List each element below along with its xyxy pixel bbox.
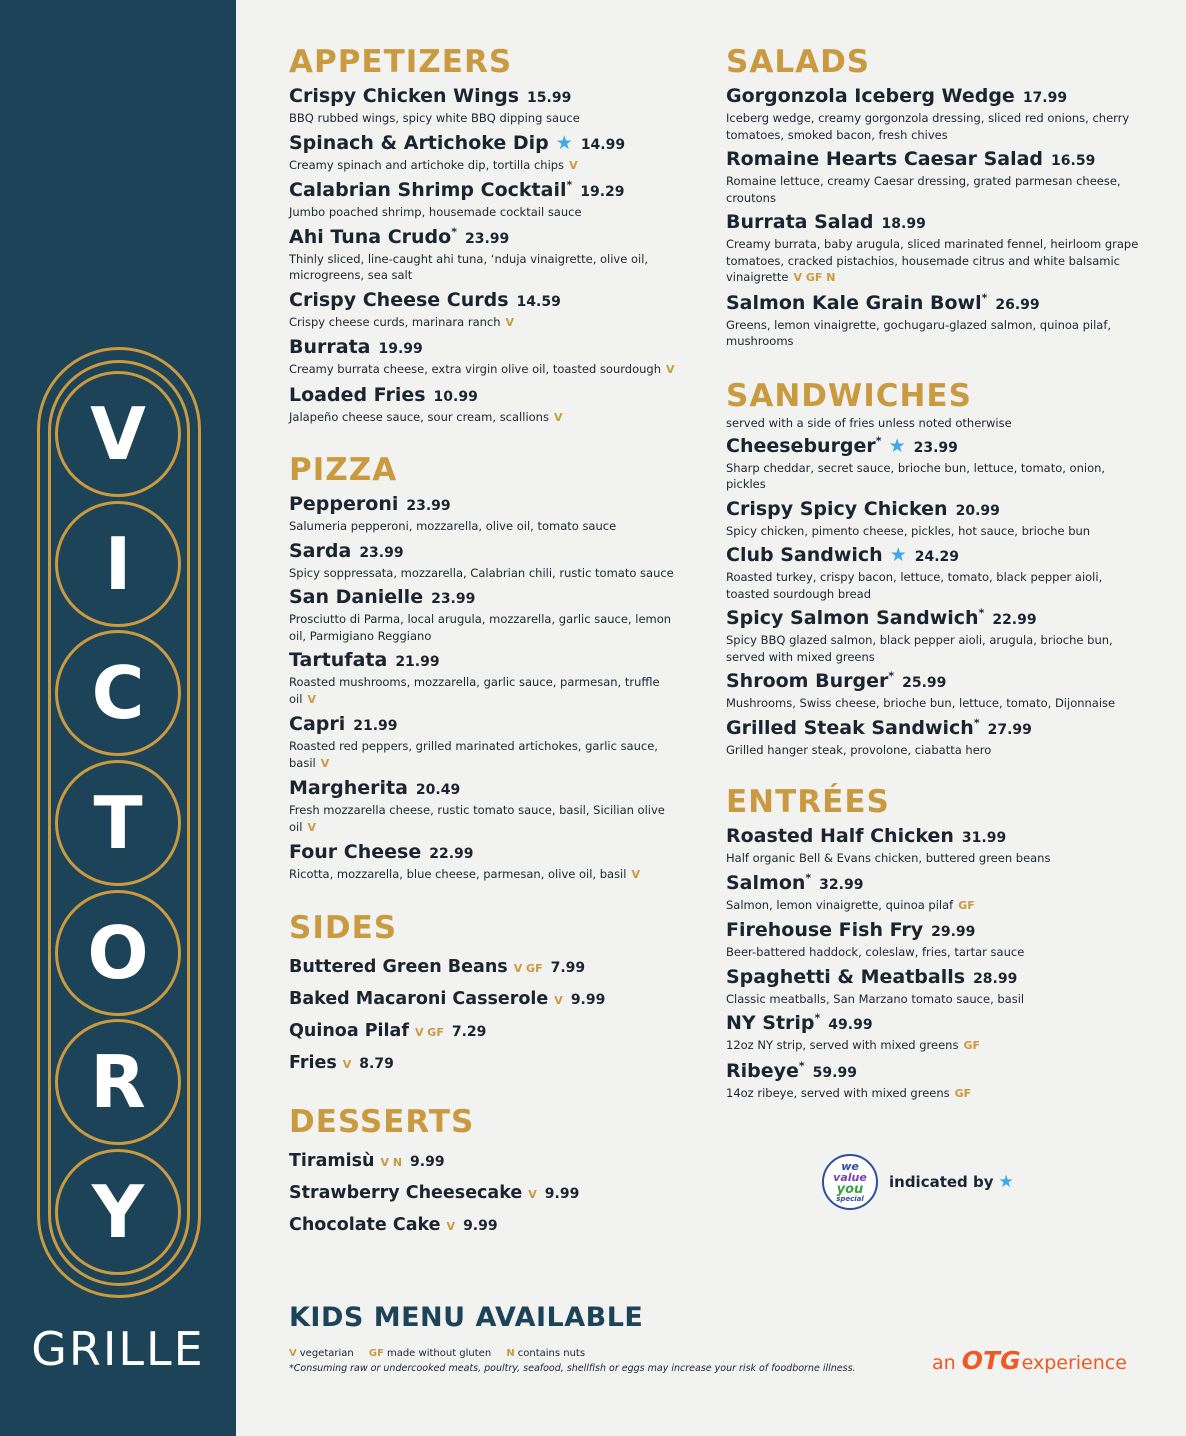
item-description: [726, 850, 1146, 867]
salads-list: [726, 84, 1146, 350]
raw-warning-mark: *: [973, 716, 980, 730]
item-description: [726, 632, 1146, 665]
item-price: 7.29: [451, 1023, 487, 1040]
item-description-text: Jumbo poached shrimp, housemade cocktail sauce: [289, 205, 582, 219]
menu-item: [289, 178, 689, 221]
item-description: [289, 738, 689, 772]
food-safety-disclaimer: *Consuming raw or undercooked meats, poultry, seafood, shellfish or eggs may increase your risk of foodborne illness.: [289, 1363, 856, 1374]
brand-letter: I: [55, 501, 181, 627]
menu-item: [289, 648, 689, 708]
item-description: [289, 204, 689, 221]
item-price: 9.99: [463, 1217, 498, 1234]
menu-item: [726, 871, 1146, 915]
item-heading: [289, 288, 689, 314]
item-heading: [726, 497, 1146, 523]
item-name: Crispy Spicy Chicken: [726, 497, 948, 520]
dietary-tags: V: [631, 868, 640, 881]
dietary-tags: GF: [958, 898, 975, 912]
item-name: Cheeseburger: [726, 434, 876, 457]
star-icon: ★: [889, 544, 907, 566]
item-description-text: Jalapeño cheese sauce, sour cream, scallions: [289, 409, 549, 424]
item-description-text: Salmon, lemon vinaigrette, quinoa pilaf: [726, 897, 954, 912]
appetizers-list: [289, 84, 689, 426]
item-price: 27.99: [987, 721, 1032, 738]
dietary-tags: V: [307, 820, 316, 834]
item-heading: [289, 178, 689, 204]
badge-line: value: [833, 1171, 867, 1184]
appetizers-section: [289, 44, 689, 426]
item-price: 9.99: [570, 991, 606, 1008]
item-price: 8.79: [359, 1055, 394, 1072]
dietary-tags: V: [554, 993, 563, 1007]
item-name: Strawberry Cheesecake: [289, 1182, 523, 1203]
menu-item: [726, 1059, 1146, 1103]
item-description-text: Half organic Bell & Evans chicken, buttered green beans: [726, 851, 1051, 865]
item-name: Ahi Tuna Crudo: [289, 225, 452, 248]
item-price: 18.99: [881, 216, 926, 232]
item-price: 23.99: [464, 230, 510, 247]
menu-item: [726, 291, 1146, 350]
item-description: [289, 802, 689, 836]
item-description: [726, 569, 1146, 602]
item-description: [289, 314, 689, 332]
menu-item: [726, 84, 1146, 143]
dietary-tags: GF: [954, 1086, 972, 1100]
item-description-text: Prosciutto di Parma, local arugula, mozzarella, garlic sauce, lemon oil, Parmigiano Reggiano: [289, 612, 672, 643]
item-heading: [726, 147, 1146, 173]
menu-item: [289, 84, 689, 127]
item-description-text: Spicy chicken, pimento cheese, pickles, hot sauce, brioche bun: [726, 523, 1091, 538]
item-price: 21.99: [353, 718, 398, 734]
raw-warning-mark: *: [875, 434, 882, 448]
item-heading: [289, 492, 689, 518]
sides-list: [289, 952, 689, 1080]
item-heading: [726, 669, 1146, 695]
item-price: 20.49: [415, 782, 461, 798]
item-description-text: Salumeria pepperoni, mozzarella, olive oil, tomato sauce: [289, 519, 617, 533]
item-description-text: Iceberg wedge, creamy gorgonzola dressing, sliced red onions, cherry tomatoes, smoked bacon, fresh chives: [726, 111, 1130, 142]
item-name: Tartufata: [289, 649, 388, 671]
item-price: 19.29: [580, 184, 625, 200]
brand-sidebar: [0, 0, 236, 1436]
item-price: 22.99: [429, 846, 474, 862]
item-price: 15.99: [527, 90, 572, 106]
dietary-tags: V GF: [513, 961, 543, 975]
item-name: Romaine Hearts Caesar Salad: [726, 148, 1044, 170]
item-heading: [289, 840, 689, 866]
item-name: Calabrian Shrimp Cocktail: [289, 179, 567, 201]
item-name: Burrata: [289, 336, 371, 358]
item-heading: [726, 606, 1146, 632]
menu-item: [289, 492, 689, 535]
menu-item: [289, 1016, 689, 1048]
item-name: Spinach & Artichoke Dip: [289, 131, 549, 154]
item-heading: [289, 225, 689, 251]
section-title: DESSERTS: [289, 1103, 475, 1140]
item-heading: [726, 543, 1146, 569]
raw-warning-mark: *: [981, 291, 988, 305]
item-name: Salmon Kale Grain Bowl: [726, 291, 982, 314]
badge-caption: indicated by: [889, 1173, 994, 1191]
item-price: 16.59: [1051, 153, 1096, 169]
item-heading: [726, 824, 1146, 850]
item-name: Sarda: [289, 539, 352, 562]
menu-item: [726, 1011, 1146, 1055]
kids-menu-note: KIDS MENU AVAILABLE: [289, 1302, 644, 1333]
item-heading: [726, 1059, 1146, 1085]
item-description: [726, 742, 1146, 759]
item-description: [726, 695, 1146, 712]
item-price: 9.99: [410, 1153, 445, 1170]
dietary-tags: V N: [380, 1155, 403, 1169]
item-heading: [726, 918, 1146, 944]
badge-line: we: [841, 1160, 859, 1173]
item-heading: [289, 648, 689, 674]
item-description: [289, 518, 689, 535]
menu-item: [726, 210, 1146, 287]
item-price: 26.99: [995, 296, 1040, 313]
item-description-text: Spicy BBQ glazed salmon, black pepper aioli, arugula, brioche bun, served with mixed greens: [726, 633, 1113, 664]
star-icon: ★: [998, 1172, 1014, 1192]
brand-letter: Y: [55, 1149, 181, 1275]
otg-wordmark: OTG: [961, 1346, 1021, 1375]
brand-letter: T: [55, 760, 181, 886]
item-price: 19.99: [378, 341, 423, 357]
menu-item: [726, 918, 1146, 961]
item-price: 14.99: [580, 136, 626, 153]
menu-item: [726, 147, 1146, 206]
dietary-tags: V: [528, 1187, 537, 1201]
raw-warning-mark: *: [798, 1059, 805, 1073]
item-description-text: Classic meatballs, San Marzano tomato sauce, basil: [726, 991, 1025, 1006]
item-description: [289, 409, 689, 427]
item-description: [726, 110, 1146, 143]
item-price: 21.99: [395, 654, 440, 670]
item-price: 23.99: [913, 439, 958, 456]
star-icon: ★: [555, 131, 573, 154]
item-name: Quinoa Pilaf: [289, 1020, 409, 1041]
item-name: Buttered Green Beans: [289, 956, 508, 977]
item-name: Capri: [289, 713, 346, 735]
item-price: 20.99: [955, 502, 1000, 519]
menu-item: [726, 606, 1146, 665]
item-description-text: Roasted mushrooms, mozzarella, garlic sauce, parmesan, truffle oil: [289, 675, 660, 706]
item-price: 31.99: [961, 830, 1007, 846]
item-price: 28.99: [973, 970, 1018, 987]
dietary-tags: V: [446, 1219, 456, 1233]
legend-item-gluten-free: GF made without gluten: [368, 1348, 492, 1359]
item-description: [289, 565, 689, 582]
section-title: ENTRÉES: [726, 784, 890, 820]
dietary-tags: V GF: [414, 1025, 444, 1039]
item-name: Spaghetti & Meatballs: [726, 965, 966, 988]
item-heading: [726, 210, 1146, 236]
dietary-tags: V: [553, 410, 563, 424]
item-description-text: BBQ rubbed wings, spicy white BBQ dipping sauce: [289, 111, 580, 125]
item-description: [726, 897, 1146, 915]
item-description: [289, 866, 689, 884]
item-name: Burrata Salad: [726, 211, 874, 233]
dietary-legend: [289, 1348, 597, 1359]
item-price: 23.99: [359, 544, 404, 561]
item-description-text: 12oz NY strip, served with mixed greens: [726, 1038, 959, 1052]
menu-item: [289, 1048, 689, 1080]
dietary-tags: V: [569, 158, 578, 172]
menu-item: [289, 539, 689, 582]
item-description-text: Ricotta, mozzarella, blue cheese, parmesan, olive oil, basil: [289, 867, 627, 881]
menu-item: [289, 225, 689, 284]
item-price: 17.99: [1022, 90, 1068, 106]
item-name: Club Sandwich: [726, 544, 883, 566]
item-heading: [289, 383, 689, 409]
entrees-section: [726, 784, 1146, 1102]
item-name: Crispy Chicken Wings: [289, 85, 520, 107]
item-name: Salmon: [726, 871, 806, 894]
salads-section: [726, 44, 1146, 350]
dietary-tags: V: [505, 315, 515, 329]
badge-line: special: [836, 1195, 864, 1203]
item-heading: [289, 776, 689, 802]
item-price: 7.99: [550, 959, 586, 976]
item-name: NY Strip: [726, 1012, 815, 1034]
item-description: [726, 317, 1146, 350]
item-description: [726, 944, 1146, 961]
pizza-list: [289, 492, 689, 884]
item-heading: [289, 335, 689, 361]
item-name: Four Cheese: [289, 841, 422, 863]
dietary-tags: V: [320, 756, 330, 770]
item-heading: [726, 1011, 1146, 1037]
item-description-text: Roasted turkey, crispy bacon, lettuce, tomato, black pepper aioli, toasted sourdough bread: [726, 570, 1103, 601]
item-description-text: Thinly sliced, line-caught ahi tuna, ‘nduja vinaigrette, olive oil, microgreens, sea salt: [289, 251, 649, 282]
section-title: PIZZA: [289, 452, 398, 488]
item-description-text: Crispy cheese curds, marinara ranch: [289, 314, 501, 329]
item-description: [289, 361, 689, 379]
raw-warning-mark: *: [805, 871, 812, 885]
menu-item: [726, 434, 1146, 493]
menu-item: [289, 984, 689, 1016]
item-description: [726, 236, 1146, 287]
item-name: Chocolate Cake: [289, 1214, 441, 1235]
item-name: Baked Macaroni Casserole: [289, 988, 549, 1009]
item-name: Roasted Half Chicken: [726, 825, 954, 847]
otg-logo: [932, 1346, 1127, 1375]
raw-warning-mark: *: [888, 669, 895, 683]
item-name: Margherita: [289, 777, 408, 799]
dietary-tags: V GF N: [793, 271, 836, 284]
menu-item: [289, 1146, 689, 1178]
item-price: 25.99: [902, 675, 947, 691]
item-description: [726, 173, 1146, 206]
item-heading: [726, 965, 1146, 991]
item-price: 9.99: [544, 1185, 580, 1202]
item-name: Tiramisù: [289, 1150, 375, 1171]
item-heading: [289, 131, 689, 157]
we-value-you-badge: [822, 1154, 878, 1210]
item-description: [726, 991, 1146, 1008]
item-name: Ribeye: [726, 1059, 799, 1082]
item-description-text: Roasted red peppers, grilled marinated artichokes, garlic sauce, basil: [289, 739, 658, 770]
item-name: Fries: [289, 1052, 337, 1073]
item-name: San Danielle: [289, 586, 424, 608]
item-name: Crispy Cheese Curds: [289, 288, 509, 311]
menu-item: [289, 383, 689, 427]
item-name: Pepperoni: [289, 493, 399, 515]
brand-letter: O: [55, 890, 181, 1016]
menu-item: [726, 716, 1146, 759]
menu-item: [289, 840, 689, 884]
desserts-section: [289, 1104, 689, 1242]
item-price: 24.29: [914, 549, 960, 565]
legend-item-nuts: N contains nuts: [506, 1348, 586, 1359]
item-description: [289, 110, 689, 127]
item-description: [289, 251, 689, 284]
dietary-tags: V: [307, 692, 316, 706]
dietary-tags: V: [666, 363, 675, 376]
item-description-text: Creamy spinach and artichoke dip, tortilla chips: [289, 157, 565, 172]
section-title: SIDES: [289, 909, 398, 946]
item-heading: [289, 712, 689, 738]
item-heading: [726, 434, 1146, 460]
item-description-text: Creamy burrata cheese, extra virgin olive oil, toasted sourdough: [289, 362, 661, 376]
item-name: Grilled Steak Sandwich: [726, 716, 974, 739]
item-description: [726, 1085, 1146, 1103]
item-heading: [726, 291, 1146, 317]
star-icon: ★: [888, 434, 906, 457]
menu-item: [289, 131, 689, 175]
entrees-list: [726, 824, 1146, 1102]
raw-warning-mark: *: [566, 178, 573, 192]
pizza-section: [289, 452, 689, 884]
brand-subtitle: GRILLE: [31, 1322, 205, 1376]
section-title: SANDWICHES: [726, 377, 972, 414]
item-name: Firehouse Fish Fry: [726, 919, 924, 941]
we-value-you-badge-row: [822, 1154, 1014, 1210]
badge-line: you: [836, 1182, 864, 1197]
item-heading: [289, 585, 689, 611]
item-description-text: Spicy soppressata, mozzarella, Calabrian chili, rustic tomato sauce: [289, 565, 674, 580]
item-price: 29.99: [931, 924, 976, 940]
otg-suffix: experience: [1021, 1352, 1127, 1374]
item-description-text: Greens, lemon vinaigrette, gochugaru-glazed salmon, quinoa pilaf, mushrooms: [726, 317, 1112, 348]
item-heading: [289, 84, 689, 110]
brand-letter: V: [55, 371, 181, 497]
brand-letter: C: [55, 630, 181, 756]
item-heading: [726, 871, 1146, 897]
item-price: 32.99: [819, 876, 864, 893]
item-price: 14.59: [516, 293, 561, 310]
brand-letter: R: [55, 1019, 181, 1145]
menu-item: [289, 952, 689, 984]
item-description-text: Sharp cheddar, secret sauce, brioche bun, lettuce, tomato, onion, pickles: [726, 460, 1106, 491]
menu-item: [726, 543, 1146, 602]
item-description: [726, 523, 1146, 540]
desserts-list: [289, 1146, 689, 1242]
item-description-text: 14oz ribeye, served with mixed greens: [726, 1085, 950, 1100]
item-price: 23.99: [431, 591, 476, 607]
item-price: 49.99: [828, 1017, 873, 1033]
item-heading: [726, 716, 1146, 742]
section-note: served with a side of fries unless noted otherwise: [726, 415, 1012, 430]
sandwiches-section: [726, 378, 1146, 759]
item-name: Spicy Salmon Sandwich: [726, 607, 979, 629]
item-price: 22.99: [992, 612, 1037, 628]
item-description-text: Creamy burrata, baby arugula, sliced marinated fennel, heirloom grape tomatoes, cracked pistachios, housemade citrus and white balsamic vinaigrette: [726, 237, 1139, 284]
item-description: [289, 611, 689, 644]
menu-item: [726, 824, 1146, 867]
item-description: [726, 460, 1146, 493]
right-menu-column: [726, 44, 1146, 1102]
item-price: 10.99: [433, 388, 478, 405]
otg-prefix: an: [932, 1352, 956, 1374]
menu-item: [726, 497, 1146, 540]
legend-item-vegetarian: V vegetarian: [289, 1348, 354, 1359]
item-price: 23.99: [406, 498, 451, 514]
item-heading: [289, 539, 689, 565]
menu-item: [289, 776, 689, 836]
left-menu-column: [289, 44, 689, 1242]
item-description-text: Fresh mozzarella cheese, rustic tomato sauce, basil, Sicilian olive oil: [289, 803, 665, 834]
menu-item: [726, 965, 1146, 1008]
dietary-tags: GF: [963, 1039, 980, 1052]
menu-item: [289, 1210, 689, 1242]
raw-warning-mark: *: [978, 606, 985, 620]
sides-section: [289, 910, 689, 1080]
menu-item: [289, 288, 689, 332]
raw-warning-mark: *: [814, 1011, 821, 1025]
item-description-text: Grilled hanger steak, provolone, ciabatta hero: [726, 742, 992, 757]
menu-item: [289, 585, 689, 644]
section-title: SALADS: [726, 44, 871, 80]
item-name: Loaded Fries: [289, 383, 426, 406]
item-description: [289, 157, 689, 175]
item-description-text: Mushrooms, Swiss cheese, brioche bun, lettuce, tomato, Dijonnaise: [726, 696, 1116, 710]
section-title: APPETIZERS: [289, 44, 513, 80]
menu-item: [726, 669, 1146, 712]
item-description-text: Beer-battered haddock, coleslaw, fries, tartar sauce: [726, 945, 1025, 959]
item-name: Shroom Burger: [726, 670, 889, 692]
sandwiches-list: [726, 434, 1146, 759]
menu-item: [289, 712, 689, 772]
item-description: [289, 674, 689, 708]
item-description-text: Romaine lettuce, creamy Caesar dressing, grated parmesan cheese, croutons: [726, 174, 1121, 205]
item-description: [726, 1037, 1146, 1055]
item-price: 59.99: [812, 1064, 857, 1081]
menu-item: [289, 335, 689, 379]
menu-item: [289, 1178, 689, 1210]
raw-warning-mark: *: [451, 225, 457, 239]
item-heading: [726, 84, 1146, 110]
dietary-tags: V: [342, 1057, 352, 1071]
item-name: Gorgonzola Iceberg Wedge: [726, 85, 1015, 107]
